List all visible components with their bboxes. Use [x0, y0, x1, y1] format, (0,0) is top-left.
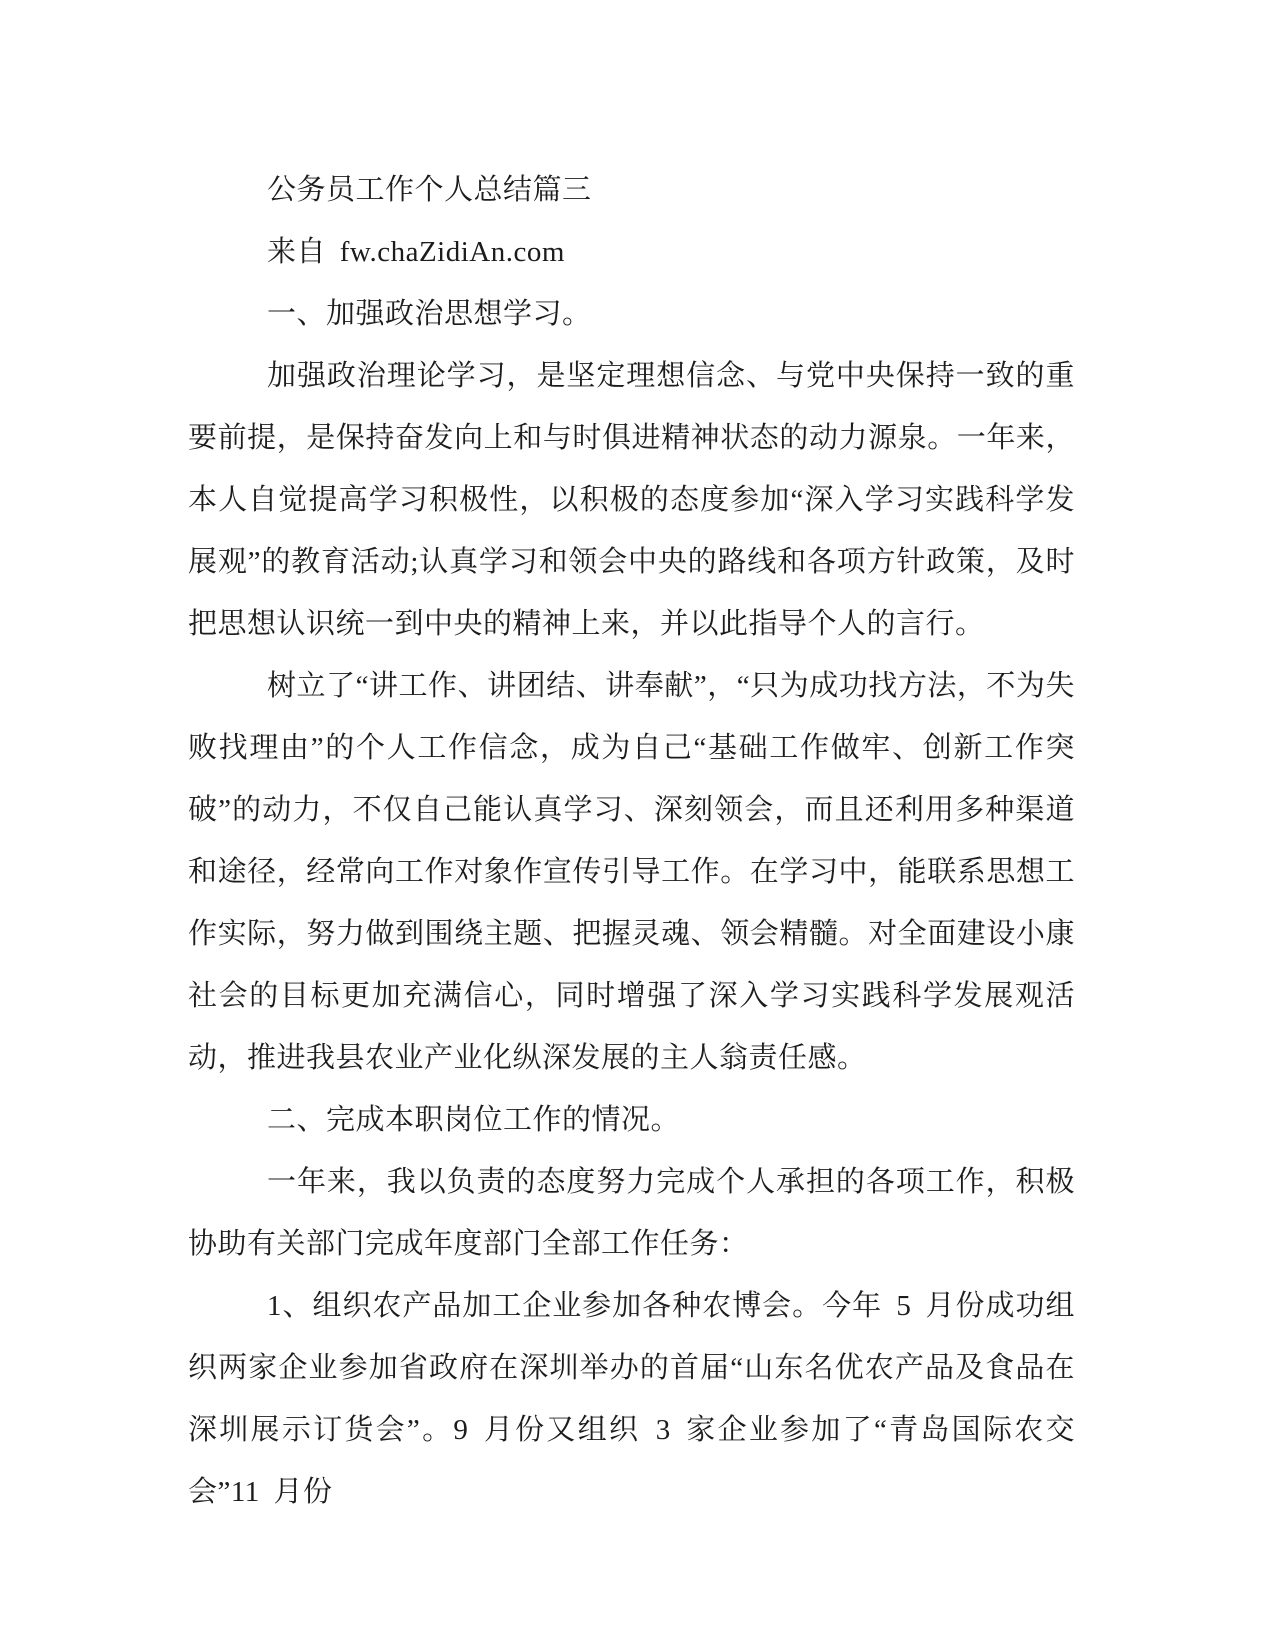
- document-title: 公务员工作个人总结篇三: [267, 174, 592, 206]
- body-paragraph: 树立了“讲工作、讲团结、讲奉献”，“只为成功找方法，不为失败找理由”的个人工作信念，成为自己“基础工作做牢、创新工作突破”的动力，不仅自己能认真学习、深刻领会，而且还利用多种渠道和途径，经常向工作对象作宣传引导工作。在学习中，能联系思想工作实际，努力做到围绕主题、把握灵魂、领会精髓。对全面建设小康社会的目标更加充满信心，同时增强了深入学习实践科学发展观活动，推进我县农业产业化纵深发展的主人翁责任感。: [188, 670, 1075, 1074]
- source-line: 来自 fw.chaZidiAn.com: [267, 236, 565, 268]
- document-body: [188, 159, 1075, 1523]
- body-paragraph: 加强政治理论学习，是坚定理想信念、与党中央保持一致的重要前提，是保持奋发向上和与时俱进精神状态的动力源泉。一年来，本人自觉提高学习积极性，以积极的态度参加“深入学习实践科学发展观”的教育活动;认真学习和领会中央的路线和各项方针政策，及时把思想认识统一到中央的精神上来，并以此指导个人的言行。: [188, 360, 1075, 640]
- body-paragraph: 一年来，我以负责的态度努力完成个人承担的各项工作，积极协助有关部门完成年度部门全部工作任务：: [188, 1166, 1075, 1260]
- section-heading-one: 一、加强政治思想学习。: [267, 298, 592, 330]
- body-paragraph: 1、组织农产品加工企业参加各种农博会。今年 5 月份成功组织两家企业参加省政府在深圳举办的首届“山东名优农产品及食品在深圳展示订货会”。9 月份又组织 3 家企业参加了“青岛国际农交会”11 月份: [188, 1290, 1075, 1508]
- section-heading-two: 二、完成本职岗位工作的情况。: [267, 1104, 681, 1136]
